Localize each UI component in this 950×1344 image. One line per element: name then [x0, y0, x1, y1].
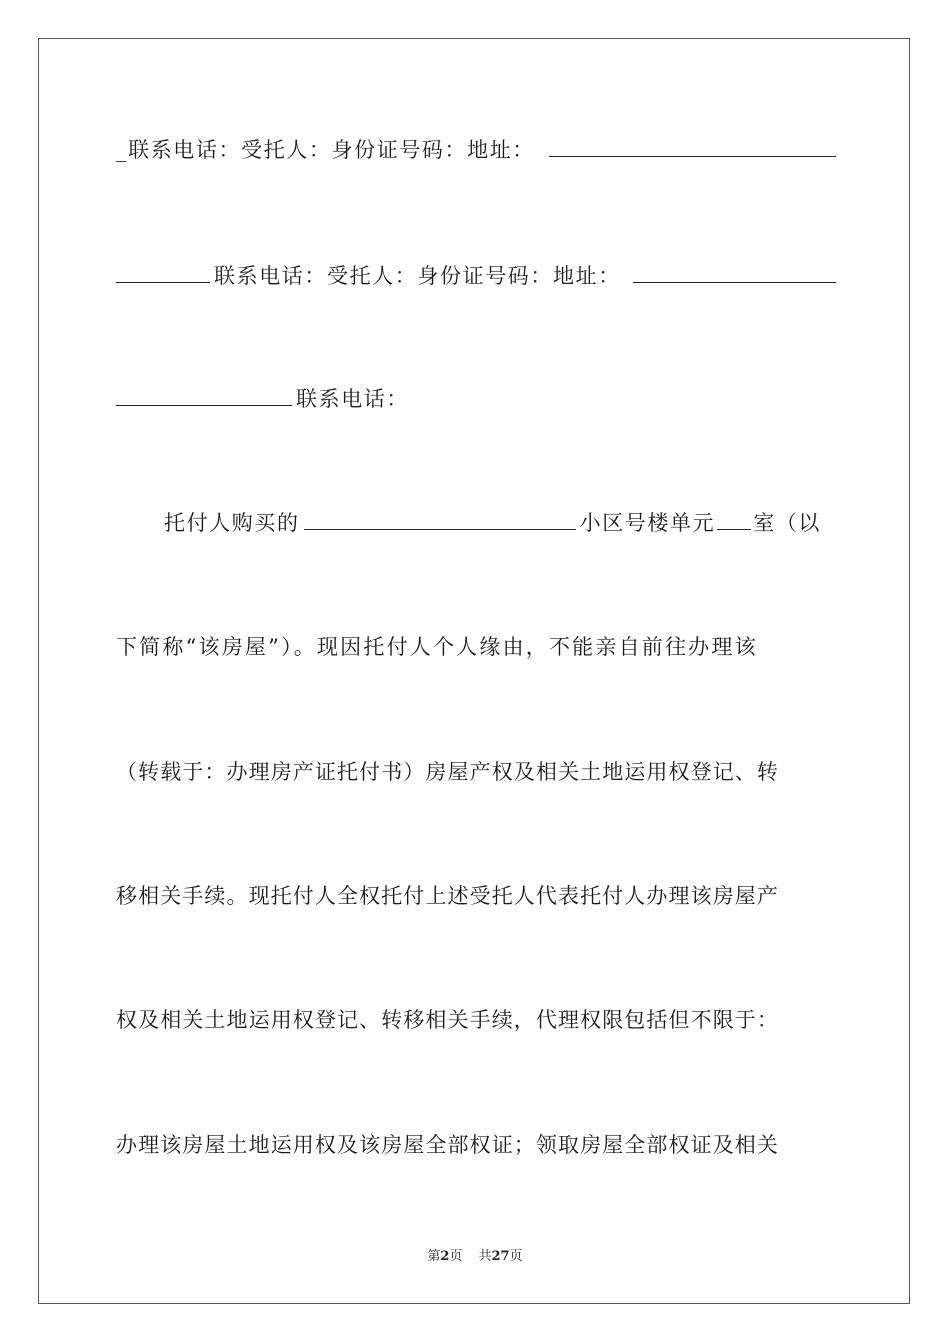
fill-blank — [549, 136, 836, 157]
line-text: 联系电话：受托人：身份证号码：地址： — [214, 264, 621, 288]
page-prefix: 第 — [427, 1249, 441, 1264]
paragraph-line-3 — [116, 757, 836, 787]
total-pages: 27 — [491, 1249, 510, 1264]
line-text: 室（以 — [753, 511, 822, 535]
line-text: 联系电话： — [296, 387, 409, 411]
contact-line-3 — [116, 384, 836, 414]
fill-blank — [116, 385, 292, 406]
line-text: 托付人购买的 — [164, 511, 300, 535]
fill-blank — [717, 509, 751, 530]
line-text: 小区号楼单元 — [579, 511, 716, 535]
line-text: （转载于：办理房产证托付书）房屋产权及相关土地运用权登记、转 — [116, 760, 779, 784]
paragraph-line-1 — [164, 508, 836, 538]
fill-blank — [633, 262, 836, 283]
page-border — [38, 38, 910, 1304]
fill-blank — [116, 262, 210, 283]
fill-blank — [304, 509, 576, 530]
line-text: 办理该房屋土地运用权及该房屋全部权证；领取房屋全部权证及相关 — [116, 1133, 779, 1157]
line-text: 下简称“该房屋”）。现因托付人个人缘由，不能亲自前往办理该 — [116, 635, 758, 659]
contact-line-1 — [116, 135, 836, 165]
line-text: 移相关手续。现托付人全权托付上述受托人代表托付人办理该房屋产 — [116, 884, 779, 908]
line-text: 权及相关土地运用权登记、转移相关手续，代理权限包括但不限于： — [116, 1008, 779, 1032]
paragraph-line-4 — [116, 881, 836, 911]
page-number: 2 — [440, 1249, 450, 1264]
page-suffix: 页 — [449, 1249, 463, 1264]
paragraph-line-2 — [116, 632, 836, 662]
total-prefix: 共 — [478, 1249, 492, 1264]
paragraph-line-6 — [116, 1130, 836, 1160]
line-text: 联系电话：受托人：身份证号码：地址： — [128, 138, 535, 162]
leading-underscore: _ — [116, 138, 129, 162]
total-suffix: 页 — [509, 1249, 523, 1264]
contact-line-2 — [116, 261, 836, 291]
paragraph-line-5 — [116, 1005, 836, 1035]
page-footer — [0, 1248, 950, 1266]
